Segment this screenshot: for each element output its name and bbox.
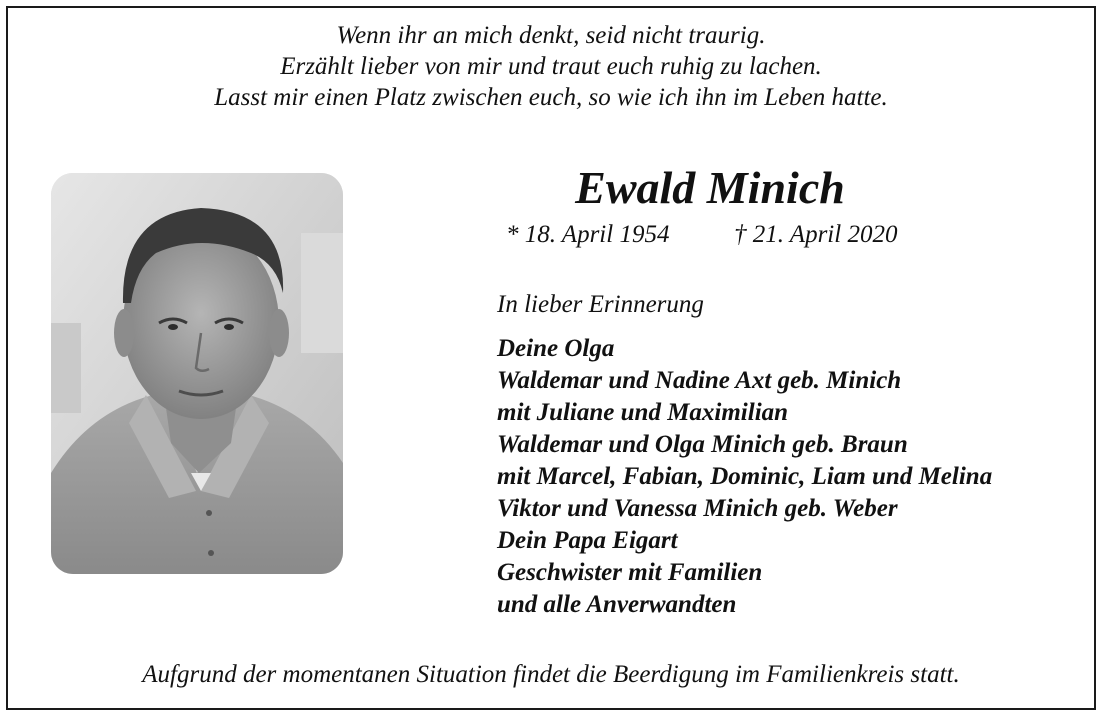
death-date: † 21. April 2020 <box>734 221 898 248</box>
birth-date: * 18. April 1954 <box>506 221 670 248</box>
mourner-item: Waldemar und Nadine Axt geb. Minich <box>497 367 902 394</box>
memorial-verse <box>0 20 1102 113</box>
mourner-item: Dein Papa Eigart <box>497 527 678 554</box>
mourner-item: Deine Olga <box>497 335 615 362</box>
mourner-item: mit Juliane und Maximilian <box>497 399 789 426</box>
memory-heading: In lieber Erinnerung <box>497 291 704 318</box>
verse-line-1: Wenn ihr an mich denkt, seid nicht traurig. <box>336 22 766 49</box>
mourner-item: Viktor und Vanessa Minich geb. Weber <box>497 495 898 522</box>
funeral-notice: Aufgrund der momentanen Situation findet die Beerdigung im Familienkreis statt. <box>142 661 960 688</box>
deceased-name: Ewald Minich <box>575 162 845 213</box>
verse-line-3: Lasst mir einen Platz zwischen euch, so wie ich ihn im Leben hatte. <box>214 84 888 111</box>
portrait-illustration <box>51 173 343 574</box>
mourner-item: Geschwister mit Familien <box>497 559 763 586</box>
verse-line-2: Erzählt lieber von mir und traut euch ruhig zu lachen. <box>280 53 822 80</box>
mourner-item: mit Marcel, Fabian, Dominic, Liam und Melina <box>497 463 993 490</box>
mourners-list <box>497 333 992 621</box>
mourner-item: Waldemar und Olga Minich geb. Braun <box>497 431 908 458</box>
portrait-photo <box>51 173 343 574</box>
mourner-item: und alle Anverwandten <box>497 591 737 618</box>
